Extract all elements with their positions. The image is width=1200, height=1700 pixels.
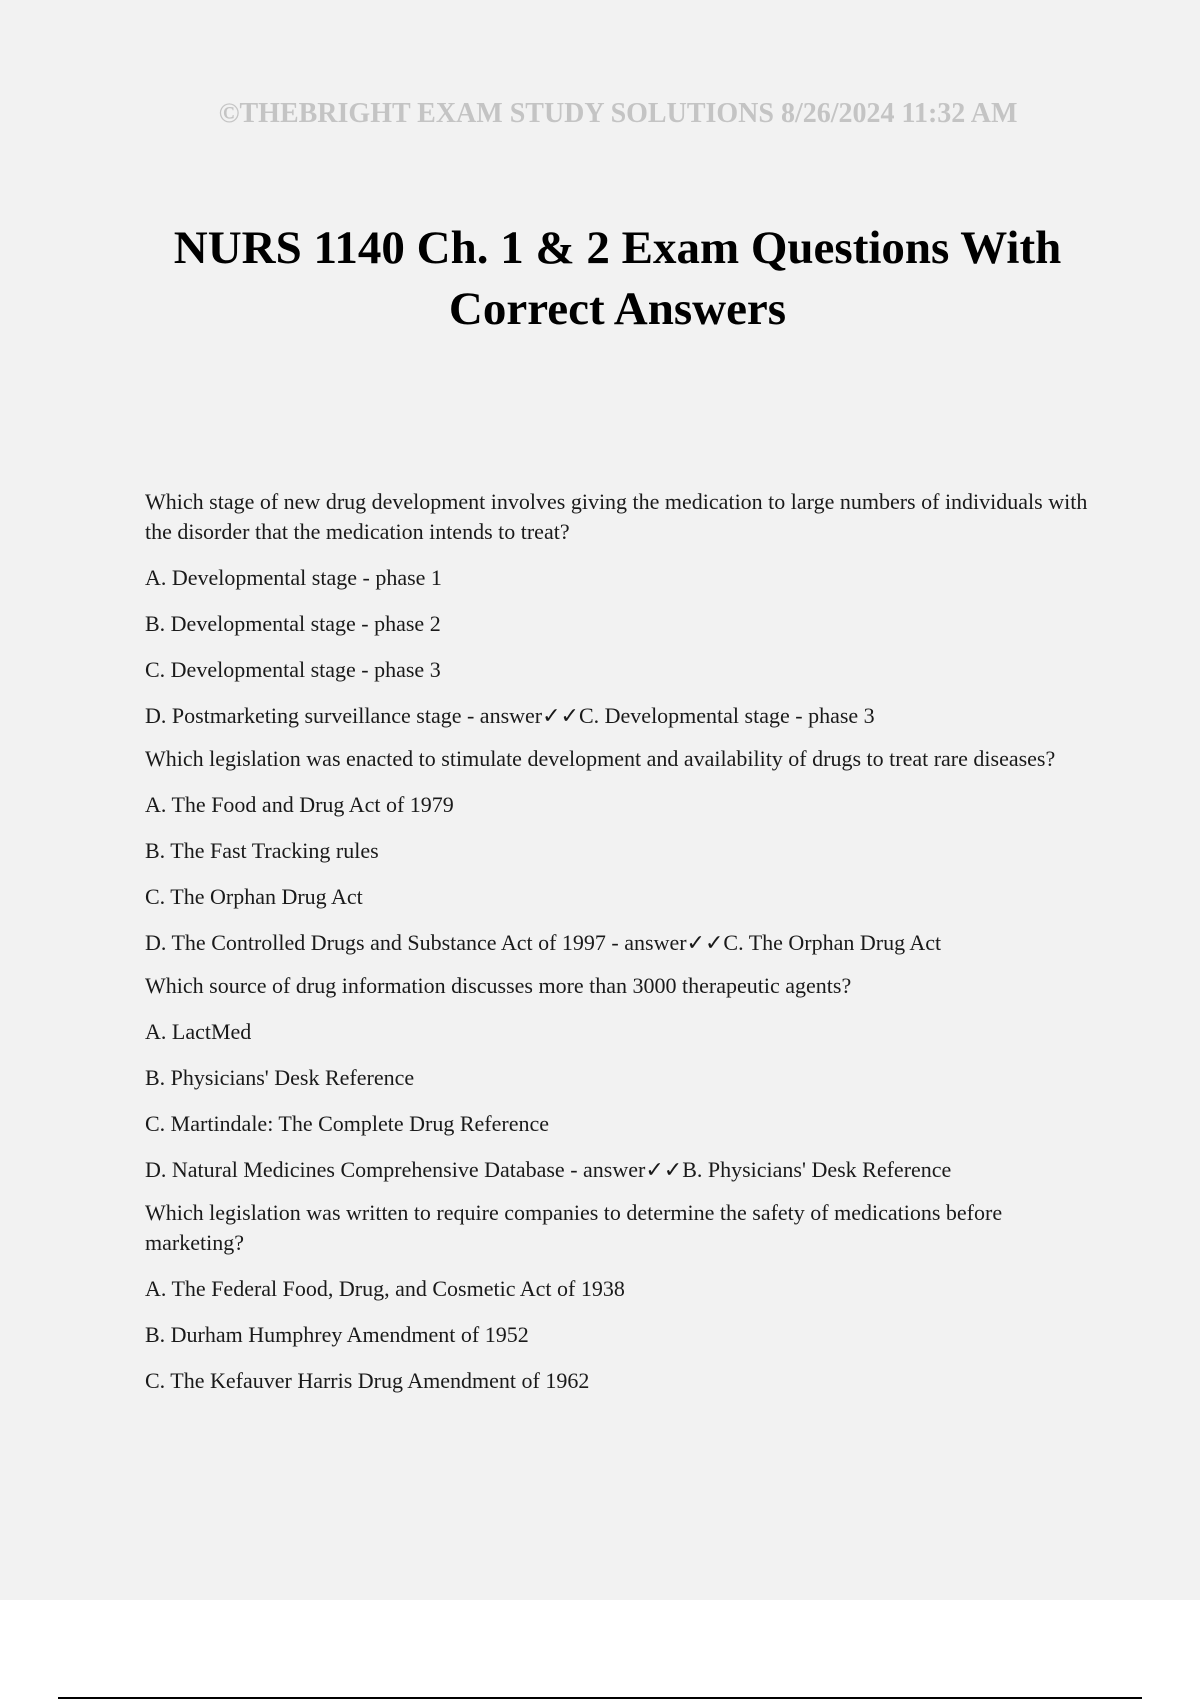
answer-option: C. Martindale: The Complete Drug Reference <box>145 1111 550 1136</box>
page-title: NURS 1140 Ch. 1 & 2 Exam Questions With Correct Answers <box>173 222 1062 335</box>
answer-option: A. Developmental stage - phase 1 <box>145 565 442 590</box>
answer-option-with-key: D. Natural Medicines Comprehensive Database - answer✓✓B. Physicians' Desk Reference <box>145 1157 952 1182</box>
answer-option: A. The Food and Drug Act of 1979 <box>145 792 454 817</box>
question-text: Which stage of new drug development involves giving the medication to large numbers of individuals with the disorder that the medication intends to treat? <box>145 489 1088 544</box>
answer-option-with-key: D. The Controlled Drugs and Substance Act of 1997 - answer✓✓C. The Orphan Drug Act <box>145 930 942 955</box>
question-text: Which legislation was enacted to stimulate development and availability of drugs to treat rare diseases? <box>145 746 1056 771</box>
answer-option: C. Developmental stage - phase 3 <box>145 657 441 682</box>
answer-option-with-key: D. Postmarketing surveillance stage - answer✓✓C. Developmental stage - phase 3 <box>145 703 875 728</box>
question-list <box>145 487 1095 1412</box>
question-text: Which source of drug information discusses more than 3000 therapeutic agents? <box>145 973 852 998</box>
answer-option: B. Durham Humphrey Amendment of 1952 <box>145 1322 529 1347</box>
answer-option: B. Physicians' Desk Reference <box>145 1065 415 1090</box>
answer-option: C. The Kefauver Harris Drug Amendment of 1962 <box>145 1368 590 1393</box>
footer-divider <box>58 1697 1142 1699</box>
answer-option: B. Developmental stage - phase 2 <box>145 611 441 636</box>
answer-option: A. The Federal Food, Drug, and Cosmetic Act of 1938 <box>145 1276 625 1301</box>
question-text: Which legislation was written to require companies to determine the safety of medications before marketing? <box>145 1200 1003 1255</box>
answer-option: B. The Fast Tracking rules <box>145 838 379 863</box>
answer-option: A. LactMed <box>145 1019 252 1044</box>
answer-option: C. The Orphan Drug Act <box>145 884 363 909</box>
watermark: ©THEBRIGHT EXAM STUDY SOLUTIONS 8/26/2024 11:32 AM <box>218 98 1018 129</box>
